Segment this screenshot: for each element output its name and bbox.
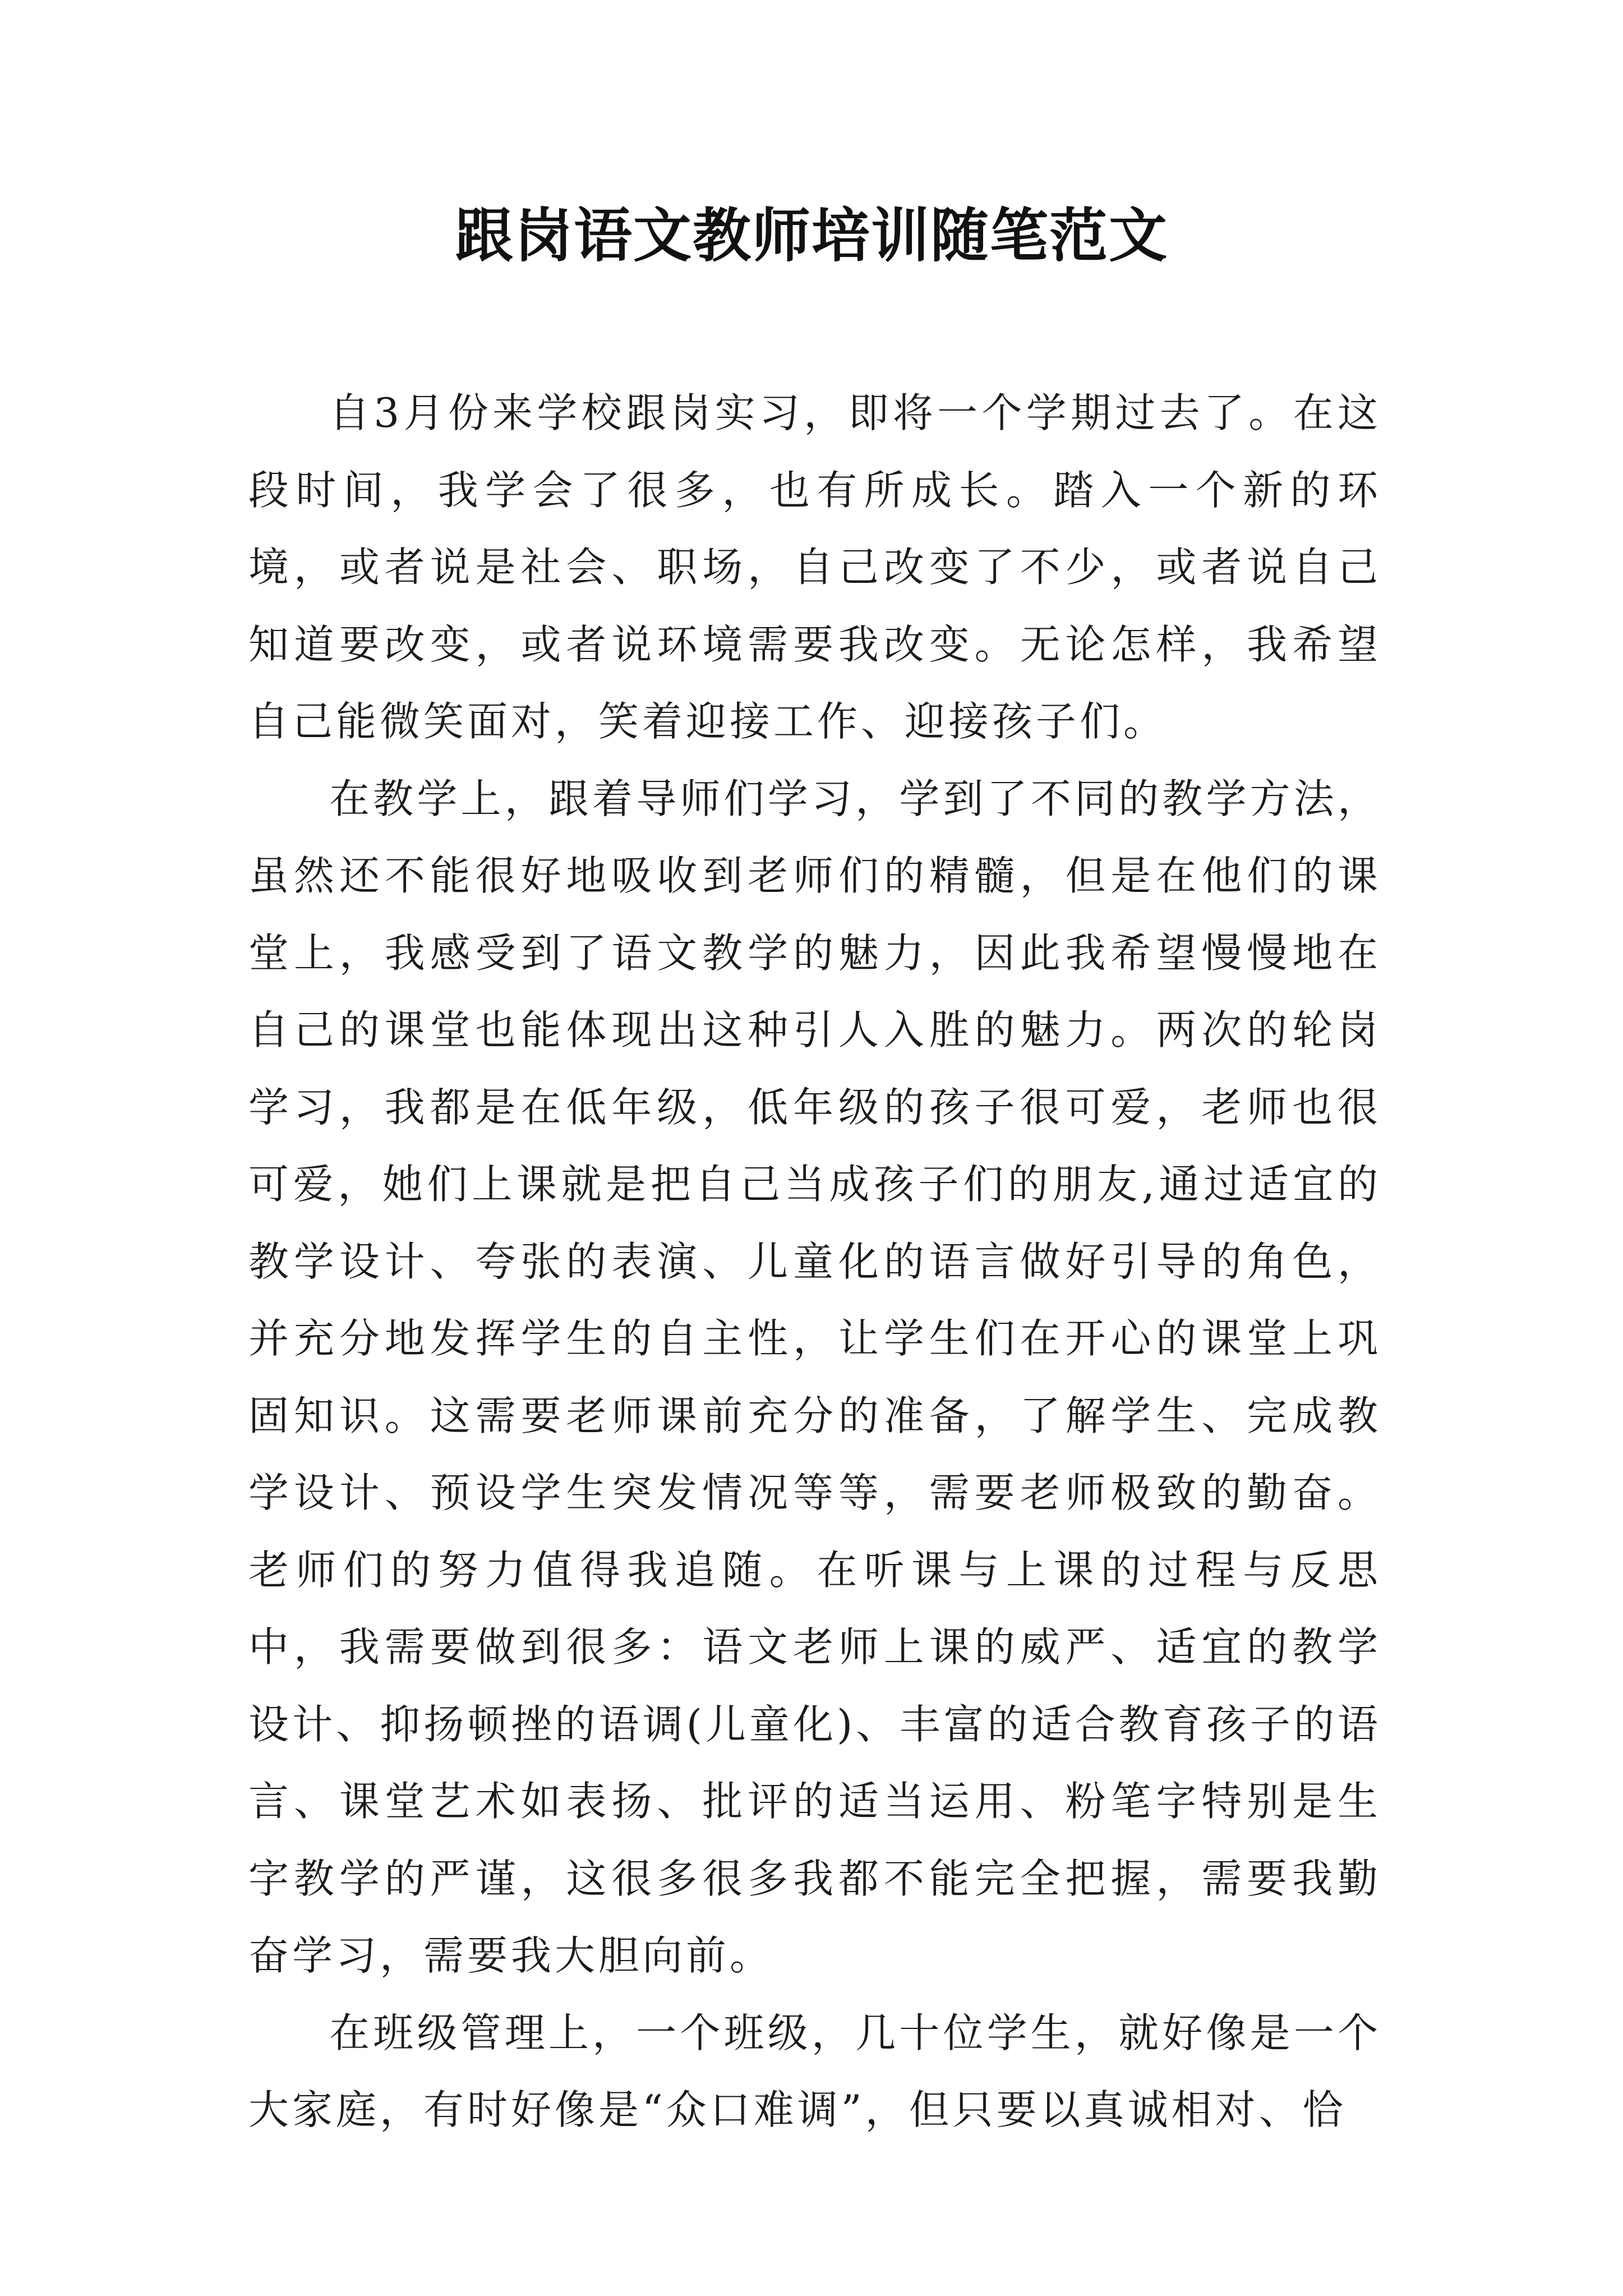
paragraph: 在班级管理上，一个班级，几十位学生，就好像是一个大家庭，有时好像是“众口难调”，但只要以真诚相对、恰	[248, 2009, 1381, 2133]
paragraph: 自3月份来学校跟岗实习，即将一个学期过去了。在这段时间，我学会了很多，也有所成长。踏入一个新的环境，或者说是社会、职场，自己改变了不少，或者说自己知道要改变，或者说环境需要我改变。无论怎样，我希望自己能微笑面对，笑着迎接工作、迎接孩子们。	[248, 389, 1381, 745]
paragraph: 在教学上，跟着导师们学习，学到了不同的教学方法，虽然还不能很好地吸收到老师们的精髓，但是在他们的课堂上，我感受到了语文教学的魅力，因此我希望慢慢地在自己的课堂也能体现出这种引人入胜的魅力。两次的轮岗学习，我都是在低年级，低年级的孩子很可爱，老师也很可爱，她们上课就是把自己当成孩子们的朋友,通过适宜的教学设计、夸张的表演、儿童化的语言做好引导的角色，并充分地发挥学生的自主性，让学生们在开心的课堂上巩固知识。这需要老师课前充分的准备，了解学生、完成教学设计、预设学生突发情况等等，需要老师极致的勤奋。老师们的努力值得我追随。在听课与上课的过程与反思中，我需要做到很多：语文老师上课的威严、适宜的教学设计、抑扬顿挫的语调(儿童化)、丰富的适合教育孩子的语言、课堂艺术如表扬、批评的适当运用、粉笔字特别是生字教学的严谨，这很多很多我都不能完全把握，需要我勤奋学习，需要我大胆向前。	[248, 775, 1381, 1979]
document-body	[248, 375, 1381, 2149]
document-title: 跟岗语文教师培训随笔范文	[454, 201, 1168, 270]
